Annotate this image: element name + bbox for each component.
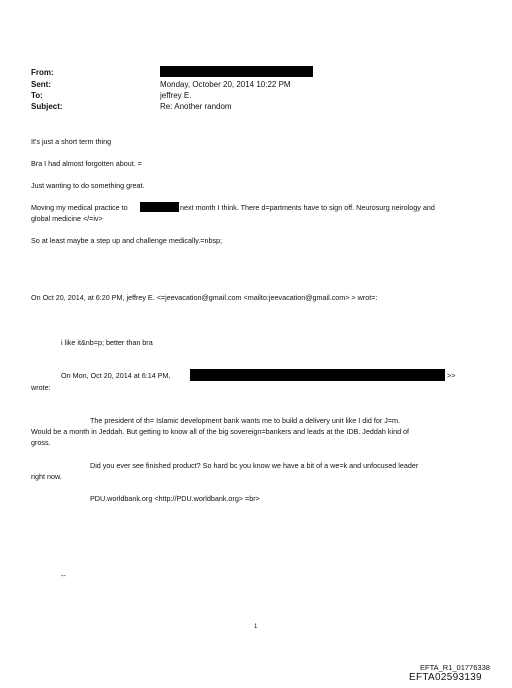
quote1-header: On Oct 20, 2014, at 6:20 PM, jeffrey E. <=jeevacation@gmail.com <mailto:jeevacation@gmail.com> > wrot=:	[31, 293, 378, 302]
body-line-1: It's just a short term thing	[31, 137, 112, 146]
to-value: jeffrey E.	[160, 91, 192, 100]
body-line-4-post: next month I think. There d=partments have to sign off. Neurosurg neirology and	[180, 203, 435, 212]
para1-line-c: gross.	[31, 438, 51, 447]
to-label: To:	[31, 91, 43, 100]
quote2-wrote: wrote:	[31, 383, 51, 392]
quote2-header-post: >>	[447, 371, 456, 380]
para2-line-b: right now.	[31, 472, 62, 481]
subject-label: Subject:	[31, 102, 63, 111]
quote1-text: i like it&nb=p; better than bra	[61, 338, 153, 347]
redacted-sender	[190, 369, 445, 381]
para2-line-a: Did you ever see finished product? So hard bc you know we have a bit of a we=k and unfocused leader	[90, 461, 419, 470]
reference-id-2: EFTA02593139	[409, 672, 482, 683]
body-line-5: So at least maybe a step up and challenge medically.=nbsp;	[31, 236, 223, 245]
body-line-4-cont: global medicine </=iv>	[31, 214, 103, 223]
page-number: 1	[254, 624, 258, 630]
from-label: From:	[31, 68, 54, 77]
redacted-from	[160, 66, 313, 77]
quote2-header-pre: On Mon, Oct 20, 2014 at 6:14 PM,	[61, 371, 171, 380]
redacted-location	[140, 202, 179, 212]
body-line-2: Bra I had almost forgotten about. =	[31, 159, 142, 168]
signature-dashes: --	[61, 571, 66, 580]
para1-line-a: The president of th= Islamic development bank wants me to build a delivery unit like I did for J=m.	[90, 416, 401, 425]
body-line-4-pre: Moving my medical practice to	[31, 203, 128, 212]
sent-label: Sent:	[31, 80, 51, 89]
subject-value: Re: Another random	[160, 102, 232, 111]
sent-value: Monday, October 20, 2014 10:22 PM	[160, 80, 291, 89]
body-line-3: Just wanting to do something great.	[31, 181, 145, 190]
para3-link: PDU.worldbank.org <http://PDU.worldbank.org> =br>	[90, 494, 260, 503]
para1-line-b: Would be a month in Jeddah. But getting to know all of the big sovereign=bankers and leads at the IDB. Jeddah kind of	[31, 427, 410, 436]
reference-id-1: EFTA_R1_01776338	[420, 663, 490, 672]
